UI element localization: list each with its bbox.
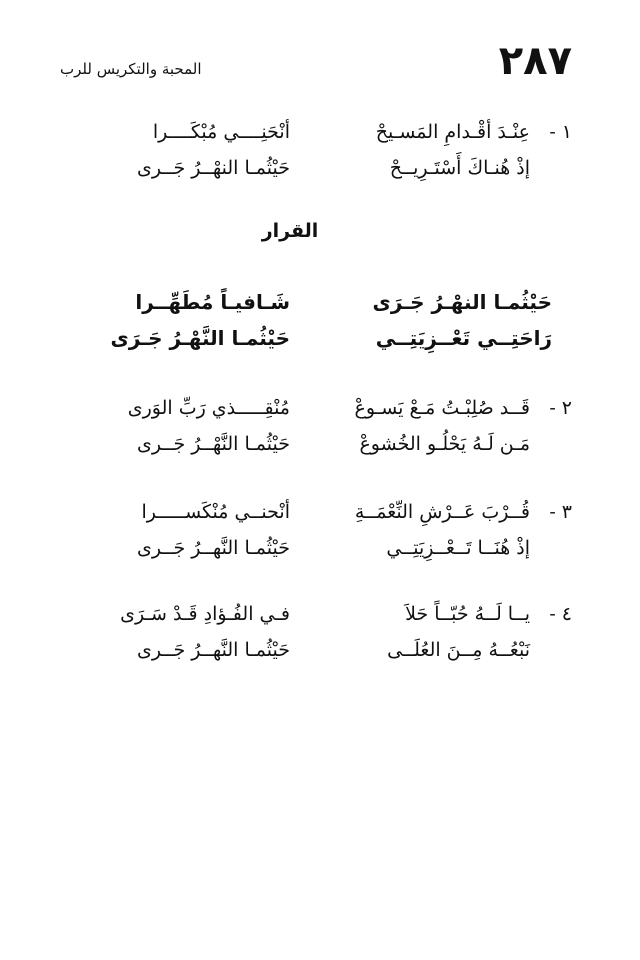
hemistich-left: فـي الفُـؤادِ قَـدْ سَـرَى: [120, 603, 290, 625]
hemistich-right: مَـن لَـهُ يَحْلُـو الخُشوعْ: [359, 433, 530, 455]
verse-line: [60, 284, 572, 320]
verse-2: [60, 390, 572, 462]
verse-number: ٤ -: [549, 603, 572, 625]
verse-line: [60, 596, 572, 632]
hemistich-left: أنْحَنِــــي مُبْكَــــرا: [152, 121, 290, 143]
hemistich-right: رَاحَتِــي تَعْــزِيَتِــي: [375, 326, 552, 350]
verse-number: ٢ -: [549, 397, 572, 419]
hemistich-left: مُنْقِـــــذي رَبِّ الوَرى: [127, 397, 290, 419]
hemistich-right: يــا لَــهُ حُبّــاً حَلاَ: [405, 603, 530, 625]
verse-1: [60, 114, 572, 186]
hemistich-right: عِنْـدَ أقْـدامِ المَسـيحْ: [375, 121, 530, 143]
verse-3: [60, 494, 572, 566]
hemistich-left: حَيْثُمـا النهْــرُ جَــرى: [136, 157, 290, 179]
hemistich-right: قُــرْبَ عَــرْشِ النِّعْمَــةِ: [354, 501, 530, 523]
verse-line: [60, 494, 572, 530]
hemistich-left: حَيْثُمـا النَّهْــرُ جَــرى: [136, 433, 290, 455]
verse-line: [60, 530, 572, 566]
verse-line: [60, 426, 572, 462]
verse-line: [60, 632, 572, 668]
verse-line: [60, 320, 572, 356]
hemistich-left: أنْحنــي مُنْكَســـــرا: [141, 501, 290, 523]
verse-4: [60, 596, 572, 668]
hemistich-right: نَبْعُــهُ مِــنَ العُلَــى: [387, 639, 530, 661]
refrain-title: القرار: [261, 220, 319, 242]
hemistich-right: إذْ هُنَــا تَــعْــزِيَتِــي: [386, 537, 530, 559]
hemistich-left: حَيْثُمـا النَّهــرُ جَــرى: [136, 639, 290, 661]
verse-line: [60, 114, 572, 150]
hemistich-right: إذْ هُنـاكَ أَسْتَـرِيــحْ: [389, 157, 530, 179]
verse-line: [60, 390, 572, 426]
page-header: [60, 38, 572, 88]
hemistich-left: حَيْثُمـا النَّهــرُ جَــرى: [136, 537, 290, 559]
running-title: المحبة والتكريس للرب: [60, 60, 202, 78]
verse-number: ١ -: [549, 121, 572, 143]
hemistich-right: حَيْثُمـا النهْـرُ جَـرَى: [372, 290, 552, 314]
refrain: [60, 284, 572, 356]
page-number: ٢٨٧: [498, 38, 572, 84]
verse-line: [60, 150, 572, 186]
hemistich-right: قَــد صُلِبْـتُ مَـعْ يَسـوعْ: [354, 397, 530, 419]
verse-number: ٣ -: [549, 501, 572, 523]
hemistich-left: حَيْثُمـا النَّهْـرُ جَـرَى: [110, 326, 290, 350]
hemistich-left: شَـافيـاً مُطَهِّــرا: [135, 290, 290, 314]
